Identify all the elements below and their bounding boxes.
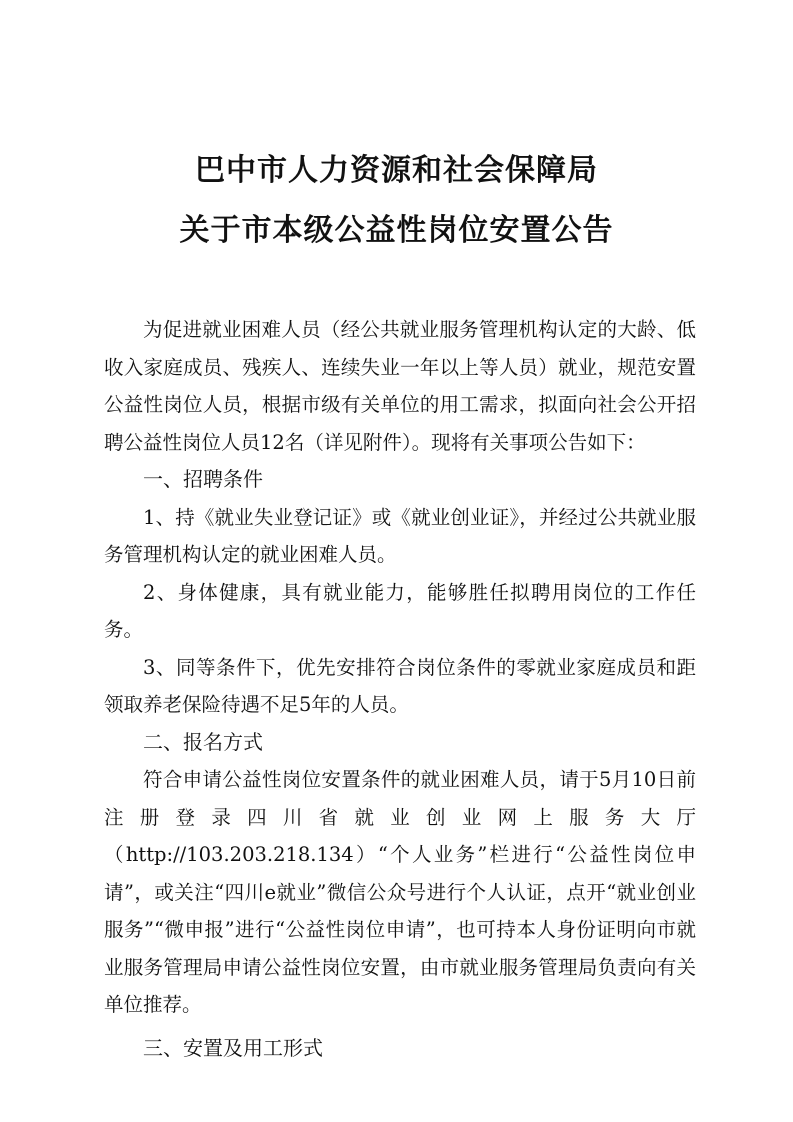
document-title-line2: 关于市本级公益性岗位安置公告: [179, 213, 614, 248]
section-heading-3: 三、安置及用工形式: [143, 1035, 323, 1060]
intro-paragraph: 为促进就业困难人员（经公共就业服务管理机构认定的大龄、低收入家庭成员、残疾人、连续失业一年以上等人员）就业，规范安置公益性岗位人员，根据市级有关单位的用工需求，拟面向社会公开招聘公益性岗位人员12名（详见附件）。现将有关事项公告如下：: [104, 318, 696, 454]
requirement-item-2: 2、身体健康，具有就业能力，能够胜任拟聘用岗位的工作任务。: [104, 580, 696, 641]
section-heading-1: 一、招聘条件: [143, 467, 263, 491]
requirement-item-3: 3、同等条件下，优先安排符合岗位条件的零就业家庭成员和距领取养老保险待遇不足5年的人员。: [104, 655, 696, 716]
document-body: [104, 311, 696, 1067]
registration-paragraph: 符合申请公益性岗位安置条件的就业困难人员，请于5月10日前注册登录四川省就业创业网上服务大厅（http://103.203.218.134）“个人业务”栏进行“公益性岗位申请”，或关注“四川e就业”微信公众号进行个人认证，点开“就业创业服务”“微申报”进行“公益性岗位申请”，也可持本人身份证明向市就业服务管理局申请公益性岗位安置，由市就业服务管理局负责向有关单位推荐。: [104, 768, 696, 1016]
document-title-line1: 巴中市人力资源和社会保障局: [195, 153, 598, 188]
section-heading-2: 二、报名方式: [143, 729, 263, 754]
requirement-item-1: 1、持《就业失业登记证》或《就业创业证》，并经过公共就业服务管理机构认定的就业困难人员。: [104, 505, 696, 566]
